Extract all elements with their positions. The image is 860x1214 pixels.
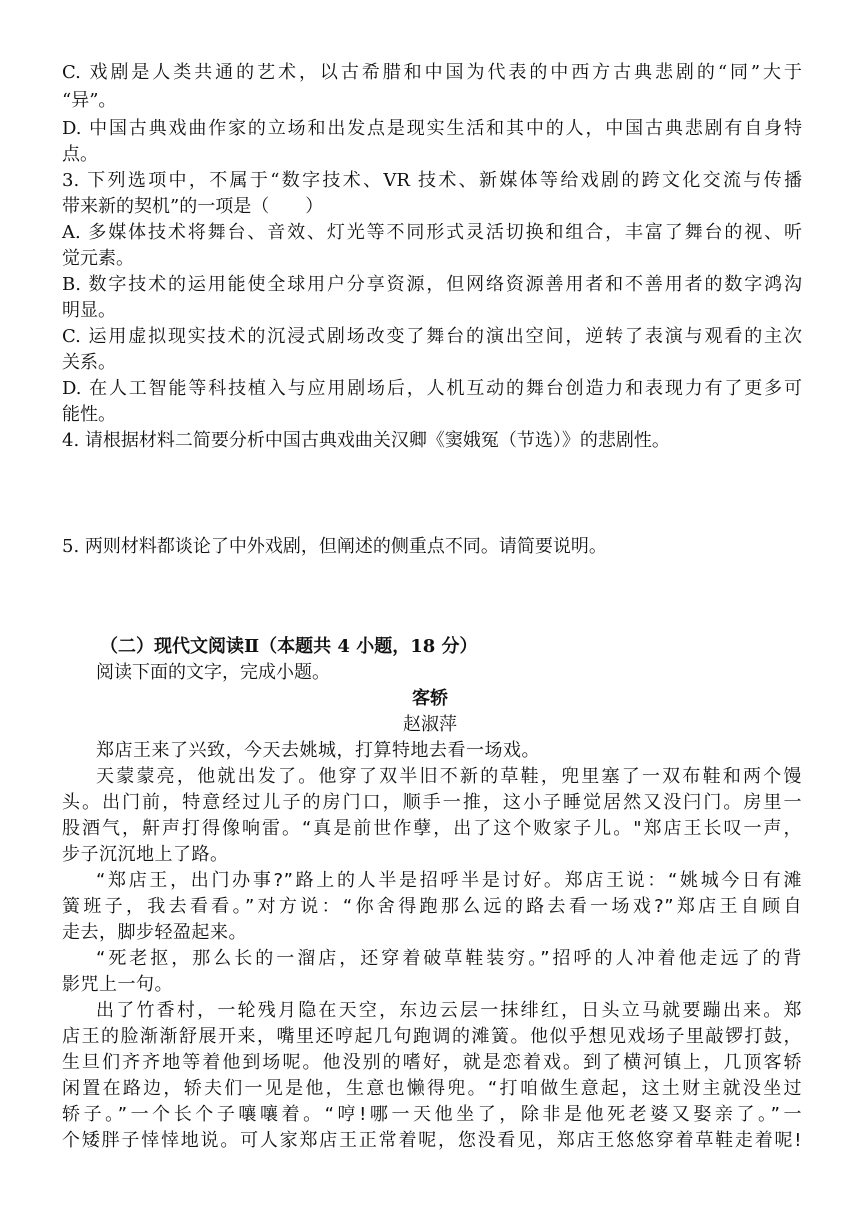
story-paragraph-5-line2: 店王的脸渐渐舒展开来，嘴里还哼起几句跑调的滩簧。他似乎想见戏场子里敲锣打鼓， (62, 1026, 802, 1047)
q3-stem-line2: 带来新的契机”的一项是（ ） (62, 196, 324, 217)
story-paragraph-2-line4: 步子沉沉地上了路。 (62, 844, 229, 865)
story-title: 客轿 (412, 688, 448, 709)
story-paragraph-5-line5: 轿子。”一个长个子嚷嚷着。“哼!哪一天他坐了，除非是他死老婆又娶亲了。”一 (62, 1104, 802, 1125)
story-paragraph-3-line3: 走去，脚步轻盈起来。 (62, 922, 247, 943)
story-paragraph-4-line2: 影咒上一句。 (62, 974, 173, 995)
q3-option-b-line1: B. 数字技术的运用能使全球用户分享资源，但网络资源善用者和不善用者的数字鸿沟 (62, 274, 802, 295)
q2-option-c-line1: C. 戏剧是人类共通的艺术，以古希腊和中国为代表的中西方古典悲剧的“同”大于 (62, 62, 802, 83)
q3-option-c-line2: 关系。 (62, 352, 116, 373)
story-paragraph-3-line2: 簧班子，我去看看。”对方说：“你舍得跑那么远的路去看一场戏?”郑店王自顾自 (62, 896, 802, 917)
story-paragraph-5-line6: 个矮胖子悻悻地说。可人家郑店王正常着呢，您没看见，郑店王悠悠穿着草鞋走着呢! (62, 1130, 802, 1151)
question-4: 4. 请根据材料二简要分析中国古典戏曲关汉卿《窦娥冤（节选）》的悲剧性。 (62, 430, 670, 451)
section-heading: （二）现代文阅读Ⅱ（本题共 4 小题，18 分） (100, 636, 478, 657)
story-paragraph-2-line3: 股酒气，鼾声打得像响雷。“真是前世作孽，出了这个败家子儿。"郑店王长叹一声， (62, 818, 802, 839)
story-paragraph-4-line1: “死老抠，那么长的一溜店，还穿着破草鞋装穷。”招呼的人冲着他走远了的背 (96, 948, 802, 969)
q2-option-d-line1: D. 中国古典戏曲作家的立场和出发点是现实生活和其中的人，中国古典悲剧有自身特 (62, 118, 802, 139)
q3-option-d-line2: 能性。 (62, 404, 116, 425)
q3-option-d-line1: D. 在人工智能等科技植入与应用剧场后，人机互动的舞台创造力和表现力有了更多可 (62, 378, 802, 399)
story-paragraph-5-line1: 出了竹香村，一轮残月隐在天空，东边云层一抹绯红，日头立马就要蹦出来。郑 (96, 1000, 802, 1021)
q3-stem-line1: 3. 下列选项中，不属于“数字技术、VR 技术、新媒体等给戏剧的跨文化交流与传播 (62, 170, 802, 191)
section-instruction: 阅读下面的文字，完成小题。 (96, 662, 330, 683)
story-paragraph-2-line1: 天蒙蒙亮，他就出发了。他穿了双半旧不新的草鞋，兜里塞了一双布鞋和两个馒 (96, 766, 802, 787)
q3-option-c-line1: C. 运用虚拟现实技术的沉浸式剧场改变了舞台的演出空间，逆转了表演与观看的主次 (62, 326, 802, 347)
q3-option-b-line2: 明显。 (62, 300, 116, 321)
story-paragraph-3-line1: “郑店王，出门办事?”路上的人半是招呼半是讨好。郑店王说：“姚城今日有滩 (96, 870, 802, 891)
story-author: 赵淑萍 (403, 714, 457, 735)
question-5: 5. 两则材料都谈论了中外戏剧，但阐述的侧重点不同。请简要说明。 (62, 536, 607, 557)
q2-option-d-line2: 点。 (62, 144, 98, 165)
q3-option-a-line1: A. 多媒体技术将舞台、音效、灯光等不同形式灵活切换和组合，丰富了舞台的视、听 (62, 222, 802, 243)
story-paragraph-2-line2: 头。出门前，特意经过儿子的房门口，顺手一推，这小子睡觉居然又没闩门。房里一 (62, 792, 802, 813)
story-paragraph-5-line3: 生旦们齐齐地等着他到场呢。他没别的嗜好，就是恋着戏。到了横河镇上，几顶客轿 (62, 1052, 802, 1073)
q2-option-c-line2: “异”。 (62, 90, 117, 111)
story-paragraph-5-line4: 闲置在路边，轿夫们一见是他，生意也懒得兜。“打咱做生意起，这土财主就没坐过 (62, 1078, 802, 1099)
story-paragraph-1: 郑店王来了兴致，今天去姚城，打算特地去看一场戏。 (96, 740, 540, 761)
q3-option-a-line2: 觉元素。 (62, 248, 134, 269)
